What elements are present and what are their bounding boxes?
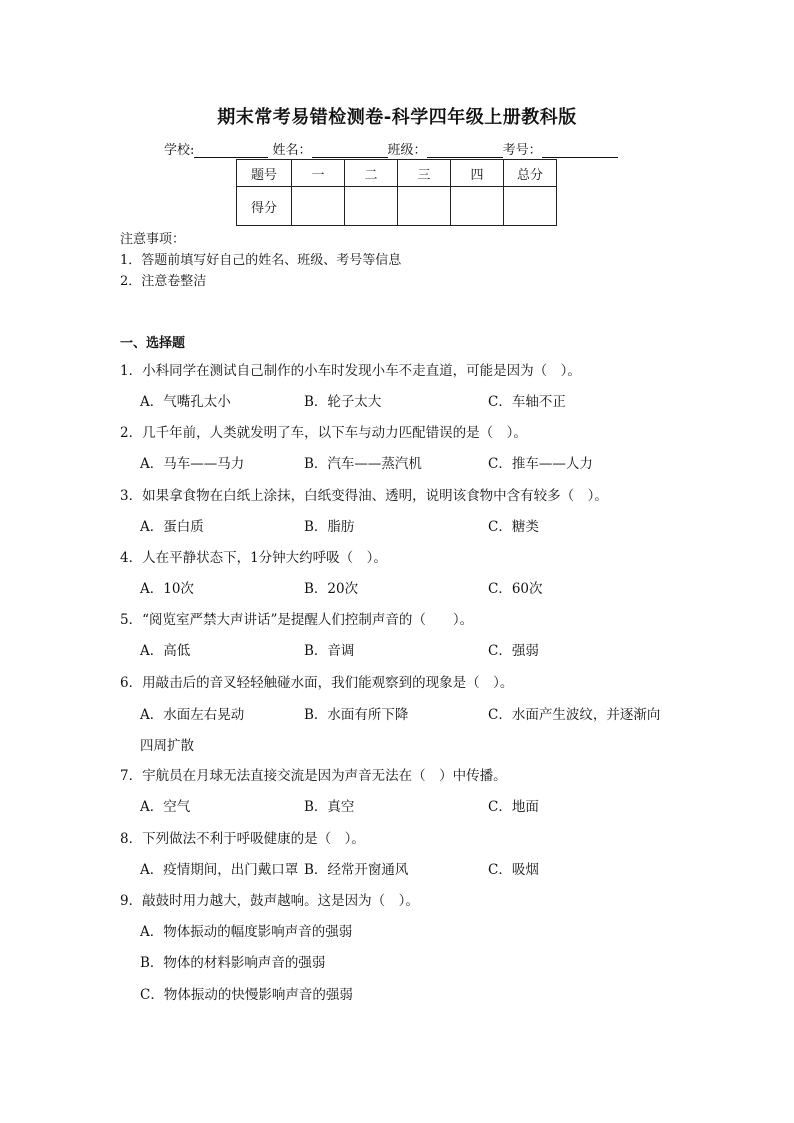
option-c: C．推车——人力 xyxy=(488,456,593,472)
score-header-cell: 四 xyxy=(451,160,504,187)
page-title: 期末常考易错检测卷-科学四年级上册教科版 xyxy=(217,107,577,128)
question-stem: 8．下列做法不利于呼吸健康的是（ ）。 xyxy=(120,831,365,847)
option-b: B．汽车——蒸汽机 xyxy=(304,456,422,472)
question-stem: 1．小科同学在测试自己制作的小车时发现小车不走直道，可能是因为（ ）。 xyxy=(120,363,581,379)
option-a: A．空气 xyxy=(140,799,191,815)
score-cell[interactable] xyxy=(345,187,398,226)
section-heading: 一、选择题 xyxy=(120,336,186,351)
score-cell[interactable] xyxy=(451,187,504,226)
class-label: 班级： xyxy=(387,143,427,158)
option-b: B．音调 xyxy=(304,643,355,659)
notes-item: 1．答题前填写好自己的姓名、班级、考号等信息 xyxy=(120,253,402,268)
score-table-header-row xyxy=(237,160,557,187)
exam-no-blank[interactable] xyxy=(542,143,618,158)
score-cell[interactable] xyxy=(504,187,557,226)
option-c: C．地面 xyxy=(488,799,539,815)
option-c: C．车轴不正 xyxy=(488,394,566,410)
option-a: A．物体振动的幅度影响声音的强弱 xyxy=(140,924,353,940)
option-a: A．马车——马力 xyxy=(140,456,245,472)
notes-block xyxy=(120,229,401,292)
name-label: 姓名： xyxy=(272,143,312,158)
notes-item: 2．注意卷整洁 xyxy=(120,274,207,289)
score-header-cell: 总分 xyxy=(504,160,557,187)
option-b: B．水面有所下降 xyxy=(304,707,409,723)
option-c: C．水面产生波纹，并逐渐向 xyxy=(488,707,661,723)
option-c: C．吸烟 xyxy=(488,862,539,878)
option-c: C．糖类 xyxy=(488,519,539,535)
score-table xyxy=(236,159,557,226)
exam-no-label: 考号： xyxy=(502,143,542,158)
option-b: B．经常开窗通风 xyxy=(304,862,409,878)
option-a: A．蛋白质 xyxy=(140,519,204,535)
score-header-cell: 二 xyxy=(345,160,398,187)
option-b: B．脂肪 xyxy=(304,519,355,535)
score-cell[interactable] xyxy=(292,187,345,226)
student-info-line xyxy=(164,139,618,158)
school-blank[interactable] xyxy=(194,143,268,158)
school-label: 学校: xyxy=(164,143,195,158)
notes-heading: 注意事项： xyxy=(120,232,186,247)
question-stem: 6．用敲击后的音叉轻轻触碰水面，我们能观察到的现象是（ ）。 xyxy=(120,675,514,691)
option-c: C．强弱 xyxy=(488,643,539,659)
option-a: A．水面左右晃动 xyxy=(140,707,245,723)
question-stem: 9．敲鼓时用力越大，鼓声越响。这是因为（ ）。 xyxy=(120,893,419,909)
score-table-score-row xyxy=(237,187,557,226)
option-b: B．物体的材料影响声音的强弱 xyxy=(140,955,326,971)
option-a: A．高低 xyxy=(140,643,191,659)
option-c: C．60次 xyxy=(488,581,543,597)
score-header-cell: 一 xyxy=(292,160,345,187)
score-row-label: 得分 xyxy=(237,187,292,226)
option-b: B．轮子太大 xyxy=(304,394,382,410)
score-cell[interactable] xyxy=(398,187,451,226)
option-a: A．气嘴孔太小 xyxy=(140,394,231,410)
score-header-cell: 三 xyxy=(398,160,451,187)
class-blank[interactable] xyxy=(427,143,503,158)
option-a: A．10次 xyxy=(140,581,194,597)
question-stem: 4．人在平静状态下，1分钟大约呼吸（ ）。 xyxy=(120,550,387,566)
question-stem: 7．宇航员在月球无法直接交流是因为声音无法在（ ）中传播。 xyxy=(120,768,507,784)
option-c: C．物体振动的快慢影响声音的强弱 xyxy=(140,987,353,1003)
name-blank[interactable] xyxy=(312,143,388,158)
option-continuation: 四周扩散 xyxy=(140,738,194,754)
option-a: A．疫情期间，出门戴口罩 xyxy=(140,862,299,878)
option-b: B．真空 xyxy=(304,799,355,815)
score-header-cell: 题号 xyxy=(237,160,292,187)
option-b: B．20次 xyxy=(304,581,359,597)
question-stem: 3．如果拿食物在白纸上涂抹，白纸变得油、透明，说明该食物中含有较多（ ）。 xyxy=(120,488,608,504)
question-stem: 5．“阅览室严禁大声讲话”是提醒人们控制声音的（ ）。 xyxy=(120,612,474,628)
question-stem: 2．几千年前，人类就发明了车，以下车与动力匹配错误的是（ ）。 xyxy=(120,425,527,441)
